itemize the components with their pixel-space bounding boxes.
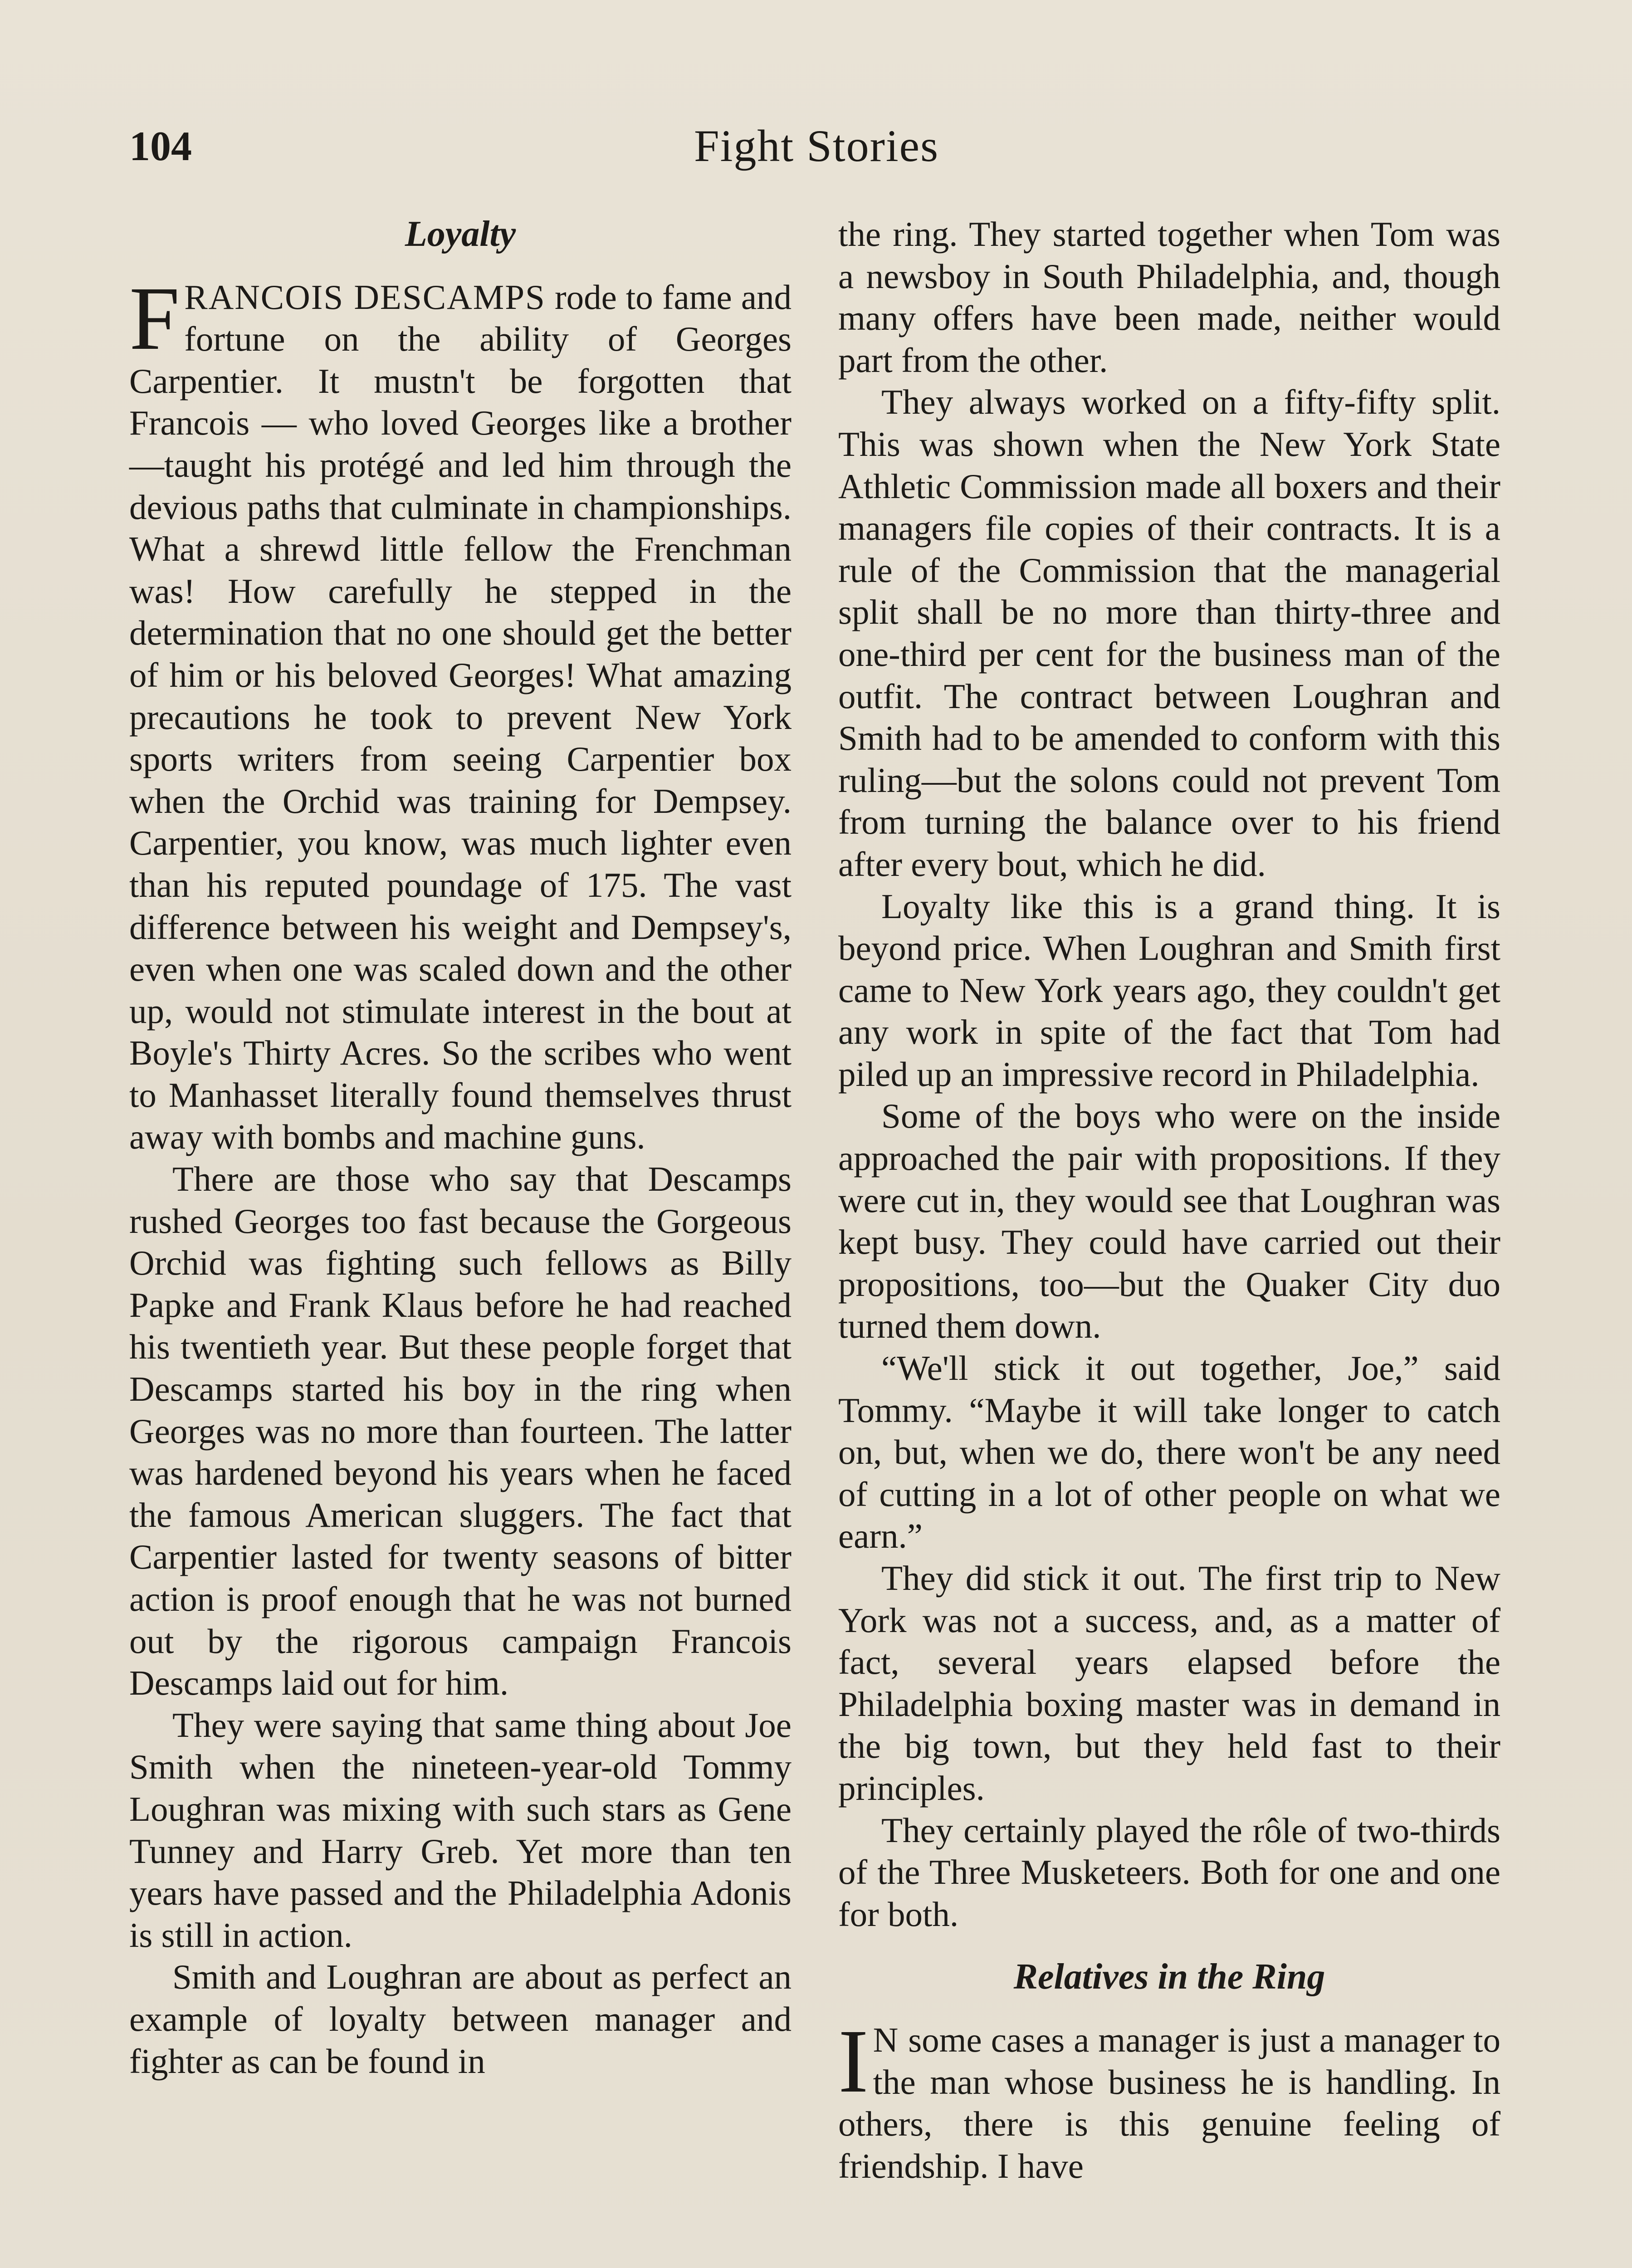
paragraph: “We'll stick it out together, Joe,” said Tommy. “Maybe it will take longer to catch on, but, when we do, there won't be any need of cutting in a lot of other people on what we earn.” [838,1349,1500,1556]
paragraph: Loyalty like this is a grand thing. It is beyond price. When Loughran and Smith first came to New York years ago, they couldn't get any work in spite of the fact that Tom had piled up an impressive record in Philadelphia. [838,886,1500,1094]
section-heading-relatives: Relatives in the Ring [1013,1957,1325,1997]
paragraph: They certainly played the rôle of two-thirds of the Three Musketeers. Both for one and one for both. [838,1810,1500,1934]
page-header [129,119,1504,173]
right-column [838,213,1500,2187]
drop-cap: F [129,268,180,369]
small-caps-lead: N [873,2020,899,2059]
paragraph [129,268,792,1158]
section-heading-loyalty: Loyalty [405,214,516,254]
paragraph-text: some cases a manager is just a manager to the man whose business he is handling. In others, there is this genuine feeling of friendship. I have [838,2020,1500,2185]
running-title: Fight Stories [694,121,939,171]
paragraph: Some of the boys who were on the inside approached the pair with propositions. If they were cut in, they would see that Loughran was kept busy. They could have carried out their propositions, too—but the Quaker City duo turned them down. [838,1096,1500,1346]
left-column [129,213,792,2082]
paragraph: They did stick it out. The first trip to New York was not a success, and, as a matter of fact, several years elapsed before the Philadelphia boxing master was in demand in the big town, but they held fast to their principles. [838,1559,1500,1808]
paragraph [838,2011,1500,2187]
paragraph: the ring. They started together when Tom was a newsboy in South Philadelphia, and, though many offers have been made, neither would part from the other. [838,215,1500,380]
paragraph-text: rode to fame and fortune on the ability of Georges Carpentier. It mustn't be forgotten that Francois — who loved Georges like a brother—taught his protégé and led him through the devious paths that culminate in championships. What a shrewd little fellow the Frenchman was! How carefully he stepped in the determination that no one should get the better of him or his beloved Georges! What amazing precautions he took to prevent New York sports writers from seeing Carpentier box when the Orchid was training for Dempsey. Carpentier, you know, was much lighter even than his reputed poundage of 175. The vast difference between his weight and Dempsey's, even when one was scaled down and the other up, would not stimulate interest in the bout at Boyle's Thirty Acres. So the scribes who went to Manhasset literally found themselves thrust away with bombs and machine guns. [129,277,792,1157]
page-number: 104 [129,123,192,169]
paragraph: Smith and Loughran are about as perfect an example of loyalty between manager and fighter as can be found in [129,1957,792,2081]
paragraph: They were saying that same thing about Joe Smith when the nineteen-year-old Tommy Loughran was mixing with such stars as Gene Tunney and Harry Greb. Yet more than ten years have passed and the Philadelphia Adonis is still in action. [129,1705,792,1955]
paragraph: They always worked on a fifty-fifty split. This was shown when the New York State Athletic Commission made all boxers and their managers file copies of their contracts. It is a rule of the Commission that the managerial split shall be no more than thirty-three and one-third per cent for the business man of the outfit. The contract between Loughran and Smith had to be amended to conform with this ruling—but the solons could not prevent Tom from turning the balance over to his friend after every bout, which he did. [838,382,1500,884]
small-caps-lead: RANCOIS DESCAMPS [184,277,546,317]
drop-cap: I [838,2011,869,2112]
paragraph: There are those who say that Descamps rushed Georges too fast because the Gorgeous Orchid was fighting such fellows as Billy Papke and Frank Klaus before he had reached his twentieth year. But these people forget that Descamps started his boy in the ring when Georges was no more than fourteen. The latter was hardened beyond his years when he faced the famous American sluggers. The fact that Carpentier lasted for twenty seasons of bitter action is proof enough that he was not burned out by the rigorous campaign Francois Descamps laid out for him. [129,1159,792,1703]
